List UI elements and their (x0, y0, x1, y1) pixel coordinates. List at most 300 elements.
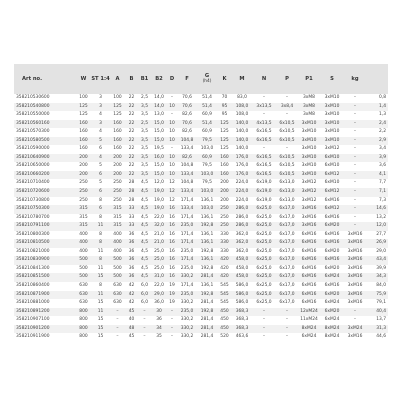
cell-art-no: 358210911900 (14, 333, 76, 342)
cell-a: 160 (110, 137, 125, 146)
cell-b1: 3,5 (138, 171, 151, 180)
cell-f: 235,0 (177, 291, 197, 300)
spec-table (14, 64, 388, 342)
cell-k: 420 (217, 265, 232, 274)
cell-art-no: 358210871900 (14, 291, 76, 300)
cell-w: 200 (76, 171, 91, 180)
cell-m: 362,0 (232, 248, 252, 257)
cell-f: 171,4 (177, 256, 197, 265)
cell-n: – (252, 308, 276, 317)
cell-st: 3 (91, 94, 110, 103)
cell-s: – (344, 128, 366, 137)
cell-st: 8 (91, 239, 110, 248)
cell-b1: 2,5 (138, 94, 151, 103)
cell-g: 79,5 (197, 162, 217, 171)
cell-art-no: 358210860400 (14, 282, 76, 291)
cell-a: – (110, 325, 125, 334)
cell-kg: 84,0 (366, 282, 388, 291)
cell-k: 450 (217, 308, 232, 317)
cell-p: 6x13,0 (276, 188, 298, 197)
cell-f: 104,8 (177, 162, 197, 171)
cell-p1: 3xM12 (298, 197, 320, 206)
cell-f: 330,2 (177, 325, 197, 334)
cell-k: 125 (217, 145, 232, 154)
table-row (14, 103, 388, 112)
table-row (14, 214, 388, 223)
cell-kg: 39,9 (366, 265, 388, 274)
cell-w: 630 (76, 282, 91, 291)
table-row (14, 256, 388, 265)
cell-d: 10 (167, 128, 177, 137)
cell-p1: 3xM8 (298, 94, 320, 103)
cell-art-no: 358210590000 (14, 145, 76, 154)
cell-b: 36 (125, 273, 138, 282)
cell-b: 33 (125, 205, 138, 214)
cell-art-no: 358210907100 (14, 316, 76, 325)
cell-p: 6x17,0 (276, 265, 298, 274)
cell-a: 400 (110, 248, 125, 257)
cell-m: 458,0 (232, 265, 252, 274)
cell-m: 286,0 (232, 222, 252, 231)
cell-b2: 31,0 (151, 273, 167, 282)
table-row (14, 299, 388, 308)
cell-art-no: 358210640900 (14, 154, 76, 163)
col-header-g (197, 64, 217, 94)
cell-b2: 15,0 (151, 120, 167, 129)
cell-art-no: 358210550000 (14, 111, 76, 120)
cell-p: 6x17,0 (276, 248, 298, 257)
cell-b1: – (138, 316, 151, 325)
table-row (14, 197, 388, 206)
cell-n: 6x19,0 (252, 179, 276, 188)
cell-s: 3xM16 (344, 291, 366, 300)
cell-k: 450 (217, 325, 232, 334)
cell-k: 330 (217, 248, 232, 257)
cell-b1: – (138, 333, 151, 342)
cell-b: 22 (125, 171, 138, 180)
cell-w: 800 (76, 325, 91, 334)
cell-art-no: 358210710400 (14, 179, 76, 188)
cell-d: 12 (167, 179, 177, 188)
cell-k: 330 (217, 231, 232, 240)
cell-kg: 7,3 (366, 197, 388, 206)
cell-s: – (344, 171, 366, 180)
cell-p1: 6xM16 (298, 239, 320, 248)
cell-p1: 6xM16 (298, 291, 320, 300)
cell-b: 28 (125, 188, 138, 197)
cell-st: 4 (91, 128, 110, 137)
cell-p2: 6xM10 (320, 179, 344, 188)
cell-st: 11 (91, 248, 110, 257)
cell-p2: 6xM16 (320, 231, 344, 240)
cell-art-no: 358210891200 (14, 308, 76, 317)
cell-p1: 12xM24 (298, 308, 320, 317)
table-row (14, 137, 388, 146)
cell-p1: 6xM16 (298, 256, 320, 265)
cell-p2: 6xM16 (320, 256, 344, 265)
cell-s: – (344, 214, 366, 223)
cell-kg: 14,6 (366, 205, 388, 214)
cell-a: 250 (110, 179, 125, 188)
cell-b1: 3,5 (138, 111, 151, 120)
cell-b: 22 (125, 94, 138, 103)
cell-n: 6x16,5 (252, 137, 276, 146)
cell-d: 10 (167, 162, 177, 171)
table-row (14, 239, 388, 248)
cell-w: 200 (76, 154, 91, 163)
cell-art-no: 358210660200 (14, 171, 76, 180)
cell-k: 160 (217, 162, 232, 171)
cell-w: 400 (76, 231, 91, 240)
cell-b: 42 (125, 299, 138, 308)
cell-b: 22 (125, 145, 138, 154)
cell-a: 315 (110, 205, 125, 214)
table-row (14, 162, 388, 171)
cell-n: 3x13,5 (252, 103, 276, 112)
cell-p: 6x17,0 (276, 256, 298, 265)
cell-n: 6x16,5 (252, 154, 276, 163)
cell-p: 6x13,0 (276, 179, 298, 188)
cell-p1: 3xM8 (298, 103, 320, 112)
cell-art-no: 358210881000 (14, 299, 76, 308)
cell-m: 140,0 (232, 137, 252, 146)
cell-d: 16 (167, 214, 177, 223)
cell-g: 192,8 (197, 291, 217, 300)
cell-st: 15 (91, 299, 110, 308)
cell-s: 3xM16 (344, 333, 366, 342)
cell-m: 586,0 (232, 282, 252, 291)
cell-n: 6x25,0 (252, 222, 276, 231)
cell-b1: 4,5 (138, 179, 151, 188)
cell-p: 6x17,0 (276, 214, 298, 223)
cell-g: 136,1 (197, 239, 217, 248)
cell-p1: 3xM10 (298, 145, 320, 154)
cell-n: 6x25,0 (252, 282, 276, 291)
table-row (14, 179, 388, 188)
cell-n: 6x25,0 (252, 273, 276, 282)
cell-kg: 3,9 (366, 154, 388, 163)
cell-g: 136,1 (197, 231, 217, 240)
cell-w: 630 (76, 299, 91, 308)
cell-p1: 3xM16 (298, 214, 320, 223)
cell-p: 6x17,0 (276, 282, 298, 291)
cell-k: 420 (217, 256, 232, 265)
cell-kg: 13,7 (366, 316, 388, 325)
cell-p: – (276, 308, 298, 317)
cell-k: 330 (217, 239, 232, 248)
cell-b2: 19,0 (151, 205, 167, 214)
cell-kg: 31,3 (366, 325, 388, 334)
cell-d: – (167, 308, 177, 317)
cell-a: 500 (110, 273, 125, 282)
cell-b2: 25,0 (151, 256, 167, 265)
cell-p: – (276, 325, 298, 334)
cell-s: – (344, 120, 366, 129)
cell-a: 100 (110, 94, 125, 103)
cell-b: 36 (125, 239, 138, 248)
cell-n: 6x25,0 (252, 265, 276, 274)
cell-kg: 12,0 (366, 222, 388, 231)
cell-p: 6x17,0 (276, 205, 298, 214)
cell-art-no: 358210650000 (14, 162, 76, 171)
cell-b2: 36 (151, 316, 167, 325)
cell-p1: 6xM16 (298, 299, 320, 308)
cell-n: 6x25,0 (252, 205, 276, 214)
cell-b: 33 (125, 214, 138, 223)
cell-p1: 6xM16 (298, 265, 320, 274)
cell-n: 6x25,0 (252, 239, 276, 248)
cell-b1: 2,5 (138, 120, 151, 129)
cell-f: 235,0 (177, 248, 197, 257)
cell-p2: 3xM10 (320, 120, 344, 129)
table-row (14, 222, 388, 231)
cell-art-no: 358210720600 (14, 188, 76, 197)
cell-p2: 6xM16 (320, 282, 344, 291)
cell-b2: 25,0 (151, 265, 167, 274)
cell-a: 630 (110, 282, 125, 291)
cell-m: 224,0 (232, 179, 252, 188)
cell-b: 45 (125, 333, 138, 342)
cell-st: 6 (91, 171, 110, 180)
cell-st: 6 (91, 205, 110, 214)
cell-st: 15 (91, 333, 110, 342)
cell-k: 125 (217, 137, 232, 146)
cell-n: – (252, 316, 276, 325)
cell-s: 3xM16 (344, 299, 366, 308)
cell-st: 8 (91, 231, 110, 240)
cell-f: 104,8 (177, 137, 197, 146)
cell-k: 160 (217, 171, 232, 180)
cell-kg: 43,4 (366, 256, 388, 265)
cell-m: 362,0 (232, 231, 252, 240)
cell-b1: 4,5 (138, 239, 151, 248)
cell-w: 125 (76, 103, 91, 112)
cell-d: – (167, 333, 177, 342)
cell-s: – (344, 197, 366, 206)
cell-b: 22 (125, 128, 138, 137)
cell-d: 16 (167, 248, 177, 257)
cell-st: 8 (91, 256, 110, 265)
cell-p: 6x13,0 (276, 197, 298, 206)
cell-b1: 6,0 (138, 282, 151, 291)
cell-a: – (110, 316, 125, 325)
cell-f: 330,2 (177, 299, 197, 308)
cell-m: 224,0 (232, 188, 252, 197)
cell-k: 95 (217, 103, 232, 112)
col-header-g-sub: (h4) (202, 79, 212, 84)
cell-st: 11 (91, 265, 110, 274)
table-row (14, 145, 388, 154)
cell-a: 160 (110, 128, 125, 137)
cell-m: 108,0 (232, 103, 252, 112)
cell-b2: 19,0 (151, 188, 167, 197)
cell-s: – (344, 94, 366, 103)
cell-g: 60,9 (197, 111, 217, 120)
cell-b: 36 (125, 265, 138, 274)
cell-n: – (252, 325, 276, 334)
cell-g: 51,4 (197, 94, 217, 103)
cell-f: 104,8 (177, 179, 197, 188)
cell-st: 8 (91, 197, 110, 206)
table-row (14, 325, 388, 334)
cell-f: 330,2 (177, 273, 197, 282)
cell-w: 500 (76, 256, 91, 265)
cell-p2: 6xM16 (320, 239, 344, 248)
cell-st: 5 (91, 179, 110, 188)
cell-st: 15 (91, 325, 110, 334)
cell-s: – (344, 188, 366, 197)
cell-p1: 6xM16 (298, 282, 320, 291)
cell-b: 36 (125, 231, 138, 240)
cell-d: 19 (167, 282, 177, 291)
table-row (14, 248, 388, 257)
cell-f: 171,4 (177, 239, 197, 248)
cell-m: 286,0 (232, 214, 252, 223)
cell-art-no: 358210530600 (14, 94, 76, 103)
cell-s: – (344, 316, 366, 325)
cell-kg: 7,7 (366, 179, 388, 188)
cell-d: – (167, 145, 177, 154)
cell-d: 10 (167, 120, 177, 129)
cell-f: 70,6 (177, 103, 197, 112)
cell-art-no: 358210570300 (14, 128, 76, 137)
col-header-p1: P1 (305, 76, 313, 82)
cell-kg: 3,6 (366, 162, 388, 171)
cell-b2: 19,0 (151, 197, 167, 206)
cell-s: – (344, 222, 366, 231)
cell-s: 3xM16 (344, 273, 366, 282)
cell-kg: 26,9 (366, 239, 388, 248)
cell-st: 11 (91, 222, 110, 231)
cell-n: 4x13,5 (252, 120, 276, 129)
cell-w: 200 (76, 162, 91, 171)
cell-st: 6 (91, 188, 110, 197)
cell-st: 4 (91, 154, 110, 163)
cell-b2: 22,0 (151, 214, 167, 223)
cell-b1: 4,5 (138, 273, 151, 282)
cell-st: 5 (91, 137, 110, 146)
cell-n: 6x19,0 (252, 188, 276, 197)
cell-st: 5 (91, 162, 110, 171)
cell-g: 103,0 (197, 145, 217, 154)
cell-k: 250 (217, 222, 232, 231)
cell-a: 250 (110, 188, 125, 197)
cell-m: 368,3 (232, 308, 252, 317)
cell-p2: 6xM20 (320, 291, 344, 300)
cell-b1: 6,0 (138, 291, 151, 300)
cell-a: 630 (110, 299, 125, 308)
cell-k: 545 (217, 291, 232, 300)
table-row (14, 188, 388, 197)
cell-w: 800 (76, 333, 91, 342)
cell-p1: 3xM16 (298, 205, 320, 214)
cell-f: 235,0 (177, 308, 197, 317)
col-header-w: W (80, 76, 87, 82)
cell-art-no: 358210780700 (14, 214, 76, 223)
cell-s: 3xM16 (344, 231, 366, 240)
cell-w: 315 (76, 214, 91, 223)
cell-s: – (344, 308, 366, 317)
cell-g: 136,1 (197, 282, 217, 291)
cell-a: 250 (110, 197, 125, 206)
cell-b2: 29,0 (151, 291, 167, 300)
cell-b2: 12,0 (151, 179, 167, 188)
cell-p: 6x10,5 (276, 120, 298, 129)
cell-b: 36 (125, 248, 138, 257)
cell-art-no: 358210800300 (14, 231, 76, 240)
cell-b: 42 (125, 291, 138, 300)
cell-m: 140,0 (232, 128, 252, 137)
cell-p1: 3xM12 (298, 179, 320, 188)
cell-p: – (276, 333, 298, 342)
cell-w: 630 (76, 291, 91, 300)
table-row (14, 171, 388, 180)
cell-f: 133,4 (177, 171, 197, 180)
cell-n: 6x25,0 (252, 248, 276, 257)
cell-p2: 6xM20 (320, 265, 344, 274)
cell-p1: 6xM16 (298, 248, 320, 257)
cell-a: 160 (110, 120, 125, 129)
cell-b1: 6,0 (138, 299, 151, 308)
cell-m: 368,3 (232, 316, 252, 325)
cell-g: 192,8 (197, 248, 217, 257)
table-row (14, 111, 388, 120)
cell-a: 315 (110, 222, 125, 231)
cell-b: 22 (125, 137, 138, 146)
cell-kg: 75,9 (366, 291, 388, 300)
cell-p1: 3xM12 (298, 188, 320, 197)
cell-b1: 3,5 (138, 128, 151, 137)
col-header-b: B (129, 76, 134, 82)
cell-p: 6x17,0 (276, 299, 298, 308)
cell-w: 100 (76, 94, 91, 103)
cell-a: 200 (110, 154, 125, 163)
cell-p2: 6xM10 (320, 162, 344, 171)
cell-d: – (167, 325, 177, 334)
cell-art-no: 358210841300 (14, 265, 76, 274)
cell-w: 400 (76, 239, 91, 248)
col-header-m: M (239, 76, 245, 82)
col-header-spacer (366, 64, 388, 94)
cell-g: 103,0 (197, 188, 217, 197)
cell-w: 500 (76, 265, 91, 274)
cell-p1: 3xM10 (298, 162, 320, 171)
cell-kg: 4,1 (366, 171, 388, 180)
cell-b: 36 (125, 256, 138, 265)
cell-k: 125 (217, 120, 232, 129)
cell-f: 82,6 (177, 128, 197, 137)
cell-p1: 6xM24 (298, 333, 320, 342)
cell-a: 400 (110, 231, 125, 240)
cell-b: 22 (125, 154, 138, 163)
cell-p: – (276, 316, 298, 325)
cell-p1: 8xM24 (298, 325, 320, 334)
cell-g: 192,8 (197, 308, 217, 317)
cell-b: 22 (125, 103, 138, 112)
cell-n: 6x16,5 (252, 171, 276, 180)
cell-f: 70,6 (177, 120, 197, 129)
cell-p1: 3xM10 (298, 120, 320, 129)
cell-n: – (252, 94, 276, 103)
cell-p2: 3xM10 (320, 111, 344, 120)
cell-p1: 6xM16 (298, 231, 320, 240)
cell-st: 15 (91, 273, 110, 282)
cell-f: 235,0 (177, 265, 197, 274)
cell-k: 545 (217, 299, 232, 308)
cell-b1: – (138, 308, 151, 317)
cell-s: 3xM16 (344, 265, 366, 274)
cell-w: 315 (76, 205, 91, 214)
